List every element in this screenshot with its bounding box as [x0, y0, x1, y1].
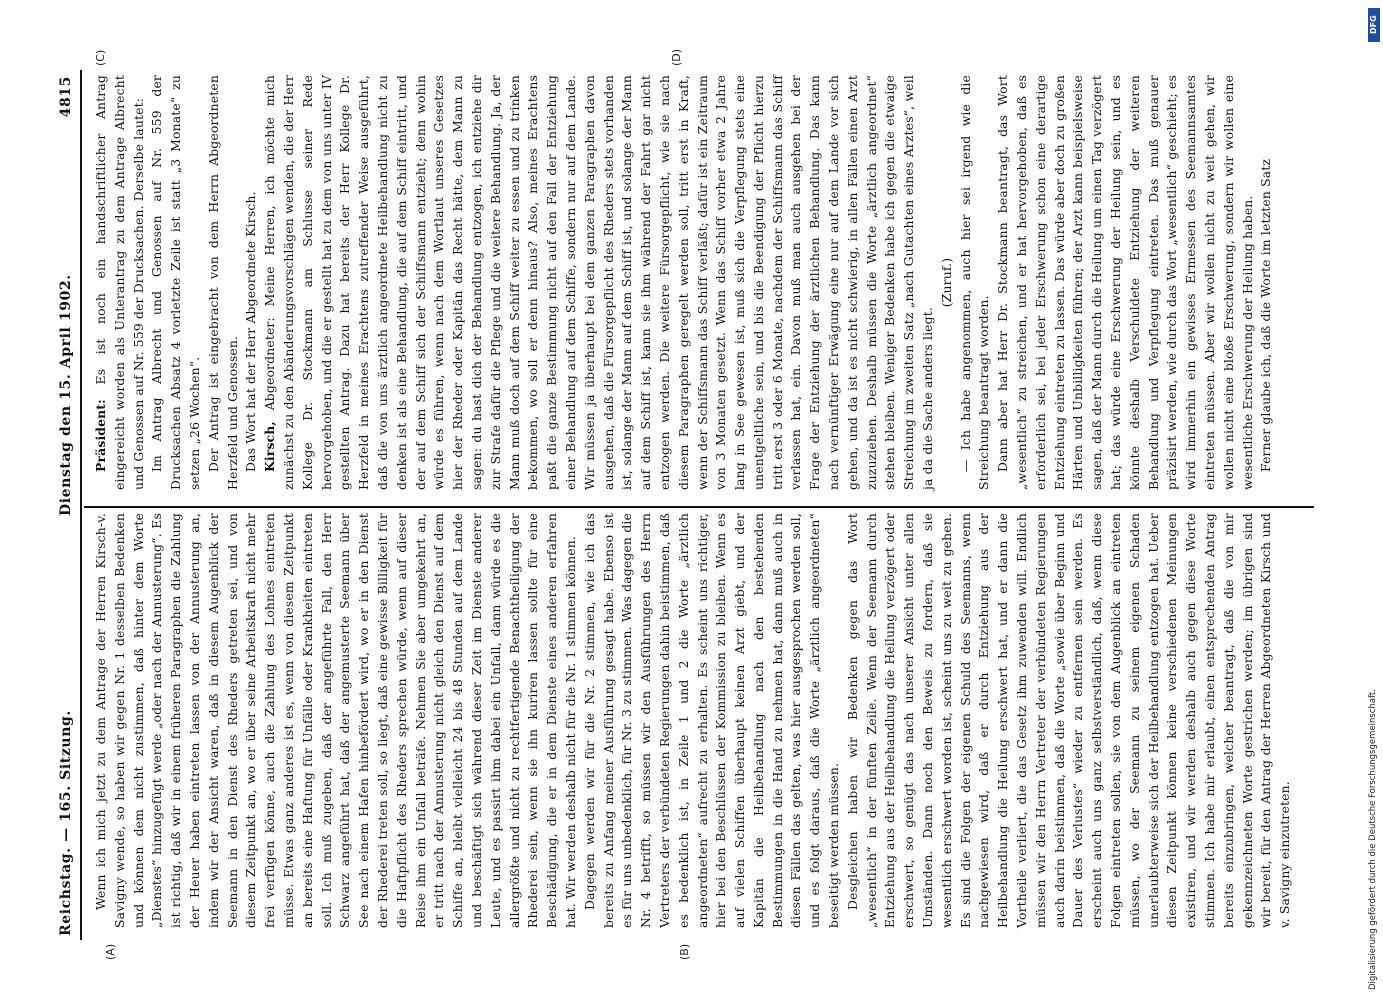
left-column [92, 513, 1295, 928]
right-paragraph-5 [261, 75, 938, 490]
right-paragraph-3: Der Antrag ist eingebracht von dem Herrn Abgeordneten Herzfeld und Genossen. [205, 75, 240, 490]
margin-marker-a: (A) [104, 943, 117, 960]
speaker-president: Präsident: [93, 399, 108, 472]
column-divider [84, 506, 1314, 508]
left-paragraph-1: Wenn ich mich jetzt zu dem Antrage der Herren Kirsch-v. Savigny wende, so haben wir gegen Nr. 1 desselben Bedenken und können dem nicht zustimmen, daß hinter dem Worte „Dienstes“ hinzugefügt werde „oder nach der Annusterung“. Es ist richtig, daß wir in einem früheren Paragraphen die Zahlung der Heuer haben eintreten lassen von der Annusterung an, indem wir der Ansicht waren, daß in diesem Augenblick der Seemann in den Dienst des Rheders getreten sei, und von diesem Zeitpunkt an, wo er über seine Arbeitskraft nicht mehr frei verfügen könne, auch die Zahlung des Lohnes eintreten müsse. Etwas ganz anderes ist es, wenn von diesem Zeitpunkt an bereits eine Haftung für Unfälle oder Krankheiten eintreten soll. Ich muß zugeben, daß der angeführte Fall, den Herr Schwarz angeführt hat, daß der angemusterte Seemann über See nach einem Hafen hinbefördert wird, wo er in den Dienst der Rhederei treten soll, so liegt, daß eine gewisse Billigkeit für die Haftpflicht des Rheders sprechen würde, wenn auf dieser Reise ihm ein Unfall beträfe. Nehmen Sie aber umgekehrt an, er tritt nach der Annusterung nicht gleich den Dienst auf dem Schiffe an, bleibt vielleicht 24 bis 48 Stunden auf dem Lande und beschäftigt sich während dieser Zeit im Dienste anderer Leute, und es passirt ihm dabei ein Unfall, dann würde es die allergrößte und nicht zu rechtfertigende Benachtheiligung der Rhederei sein, wenn sie ihn kuriren lassen sollte für eine Beschädigung, die er in dem Dienste eines anderen erfahren hat. Wir werden deshalb nicht für die Nr. 1 stimmen können. [93, 513, 578, 928]
kirsch-text: Abgeordneter: Meine Herren, ich möchte mich zunächst zu den Abänderungsvorschlägen wenden, die der Herr Kollege Dr. Stockmann am Schlusse seiner Rede hervorgehoben, und die er gestellt hat zu dem von uns unter IV gestellten Antrag. Dazu hat bereits der Herr Kollege Dr. Herzfeld in meines Erachtens zutreffender Weise ausgeführt, daß die von uns ärztlich angeordnete Heilbehandlung nicht zu denken ist als eine Behandlung, die auf dem Schiff eintritt, und der auf dem Schiff sich der Schiffsmann entzieht; denn wohin würde es führen, wenn nach dem Wortlaut unseres Gesetzes hier der Rheder oder Kapitän das Recht hätte, dem Mann zu sagen: du hast dich der Behandlung entzogen, ich entziehe dir zur Strafe dafür die Pflege und die weitere Behandlung. Ja, der Mann muß doch auf dem Schiff weiter zu essen und zu trinken bekommen, wo soll er denn hinaus? Also, meines Erachtens paßt die ganze Bestimmung nicht auf den Fall der Entziehung einer Behandlung auf dem Schiffe, sondern nur auf dem Lande. Wir müssen ja überhaupt bei dem ganzen Paragraphen davon ausgehen, daß die Fürsorgepflicht des Rheders stets vorhanden ist, solange der Mann auf dem Schiff ist, und solange der Mann auf dem Schiff ist, kann sie ihm während der Fahrt gar nicht entzogen werden. Die weitere Fürsorgepflicht, wie sie nach diesem Paragraphen geregelt werden soll, tritt erst in Kraft, wenn der Schiffsmann das Schiff verläßt; dafür ist ein Zeitraum von 3 Monaten gesetzt. Wenn das Schiff vorher etwa 2 Jahre lang in See gewesen ist, muß sich die Verpflegung stets eine unentgeltliche sein, und bis die Beendigung der Pflicht hierzu tritt erst 3 oder 6 Monate, nachdem der Schiffsmann das Schiff verlassen hat, ein. Davon muß man auch ausgehen bei der Frage der Entziehung der ärztlichen Behandlung. Das kann nach vernünftiger Erwägung eine nur auf dem Lande vor sich gehen, und da ist es nicht schwierig, in allen Fällen einen Arzt zuzuziehen. Deshalb müssen die Worte „ärztlich angeordnet“ stehen bleiben. Weniger Bedenken habe ich gegen die etwaige Streichung im zweiten Satz „nach Gutachten eines Arztes“, weil ja da die Sache anders liegt. [262, 74, 936, 490]
president-text: Es ist noch ein handschriftlicher Antrag eingereicht worden als Unterantrag zu dem Antrage Albrecht und Genossen auf Nr. 559 der Drucksachen. Derselbe lautet: [93, 75, 146, 490]
left-paragraph-2: Dagegen werden wir für die Nr. 2 stimmen, wie ich das bereits zu Anfang meiner Ausführung gesagt habe. Ebenso ist es für uns unbedenklich, für Nr. 3 zu stimmen. Was dagegen die Nr. 4 betrifft, so müssen wir den Ausführungen des Herrn Vertreters der verbündeten Regierungen dahin beistimmen, daß es bedenklich ist, in Zeile 1 und 2 die Worte „ärztlich angeordneten“ aufrecht zu erhalten. Es scheint uns richtiger, hier bei den Beschlüssen der Kommission zu bleiben. Wenn es auf vielen Schiffen überhaupt keinen Arzt giebt, und der Kapitän die Heilbehandlung nach den bestehenden Bestimmungen in die Hand zu nehmen hat, dann muß auch in diesen Fällen das gelten, was hier ausgesprochen werden soll, und es folgt daraus, daß die Worte „ärztlich angeordneten“ beseitigt werden müssen. [581, 513, 842, 928]
digitization-note: Digitalisierung gefördert durch die Deutsche Forschungsgemeinschaft. [1368, 689, 1378, 990]
page-header [58, 76, 80, 936]
margin-marker-b: (B) [678, 943, 691, 960]
margin-marker-d: (D) [670, 48, 683, 66]
header-center: Dienstag den 15. April 1902. [58, 274, 74, 516]
right-paragraph-interjection: (Zuruf.) [938, 257, 954, 308]
right-paragraph-7: — Ich habe angenommen, auch hier sei irgend wie die Streichung beantragt worden. [957, 75, 992, 490]
right-paragraph-9: Ferner glaube ich, daß die Worte im letzten Satz [1258, 158, 1274, 472]
dfg-logo: DFG [1368, 8, 1380, 42]
left-paragraph-3: Desgleichen haben wir Bedenken gegen das Wort „wesentlich“ in der fünften Zeile. Wenn der Seemann durch Entziehung aus der Heilbehandlung die Heilung verzögert oder erschwert, so genügt das nach unserer Ansicht unter allen Umständen. Dann noch den Beweis zu fordern, daß sie wesentlich erschwert worden ist, scheint uns zu weit zu gehen. Es sind die Folgen der eigenen Schuld des Seemanns, wenn nachgewiesen wird, daß er durch Entziehung aus der Heilbehandlung die Heilung erschwert hat, und er dann die Vortheile verliert, die das Gesetz ihm zuwenden will. Endlich müssen wir den Herrn Vertreter der verbündeten Regierungen auch darin beistimmen, daß die Worte „sowie über Beginn und Dauer des Verlustes“ wieder zu entfernen sein werden. Es erscheint auch uns ganz selbstverständlich, daß, wenn diese Folgen eintreten sollen, sie von dem Augenblick an eintreten müssen, wo der Seemann zu seinem eigenen Schaden unerlaubterweise sich der Heilbehandlung entzogen hat. Ueber diesen Zeitpunkt können keine verschiedenen Meinungen existiren, und wir werden deshalb auch gegen diese Worte stimmen. Ich habe mir erlaubt, einen entsprechenden Antrag bereits einzubringen, welcher beantragt, daß die von mir gekennzeichneten Worte gestrichen werden; im übrigen sind wir bereit, für den Antrag der Herren Abgeordneten Kirsch und v. Savigny einzutreten. [844, 513, 1293, 928]
header-rule [80, 70, 82, 940]
right-paragraph-1 [92, 75, 148, 490]
right-paragraph-4: Das Wort hat der Herr Abgeordnete Kirsch. [243, 191, 259, 472]
right-paragraph-8: Dann aber hat Herr Dr. Stockmann beantragt, das Wort „wesentlich“ zu streichen, und er hat hervorgehoben, daß es erforderlich sei, bei jeder Erschwerung schon eine derartige Entziehung eintreten zu lassen. Das würde aber doch zu großen Härten und Unbilligkeiten führen; der Arzt kann beispielsweise sagen, daß der Mann durch die Heilung um einen Tag verzögert hat; das würde eine Erschwerung der Heilung sein, und es könnte deshalb Verschuldete Entziehung der weiteren Behandlung und Verpflegung eintreten. Das muß genauer präzisirt werden, wie durch das Wort „wesentlich“ geschieht; es wird immerhin ein gewisses Ermessen des Seemannsamtes eintreten müssen. Aber wir wollen nicht zu weit gehen, wir wollen nicht eine bloße Erschwerung, sondern wir wollen eine wesentliche Erschwerung der Heilung haben. [995, 75, 1255, 490]
page-number: 4815 [58, 76, 74, 118]
right-paragraph-2: Im Antrag Albrecht und Genossen auf Nr. 559 der Drucksachen Absatz 4 vorletzte Zeile ist statt „3 Monate“ zu setzen „26 Wochen“. [149, 75, 202, 490]
right-column [92, 75, 1276, 490]
margin-marker-c: (C) [94, 49, 107, 66]
header-left: Reichstag. — 165. Sitzung. [58, 710, 74, 936]
speaker-kirsch: Kirsch, [262, 421, 278, 472]
